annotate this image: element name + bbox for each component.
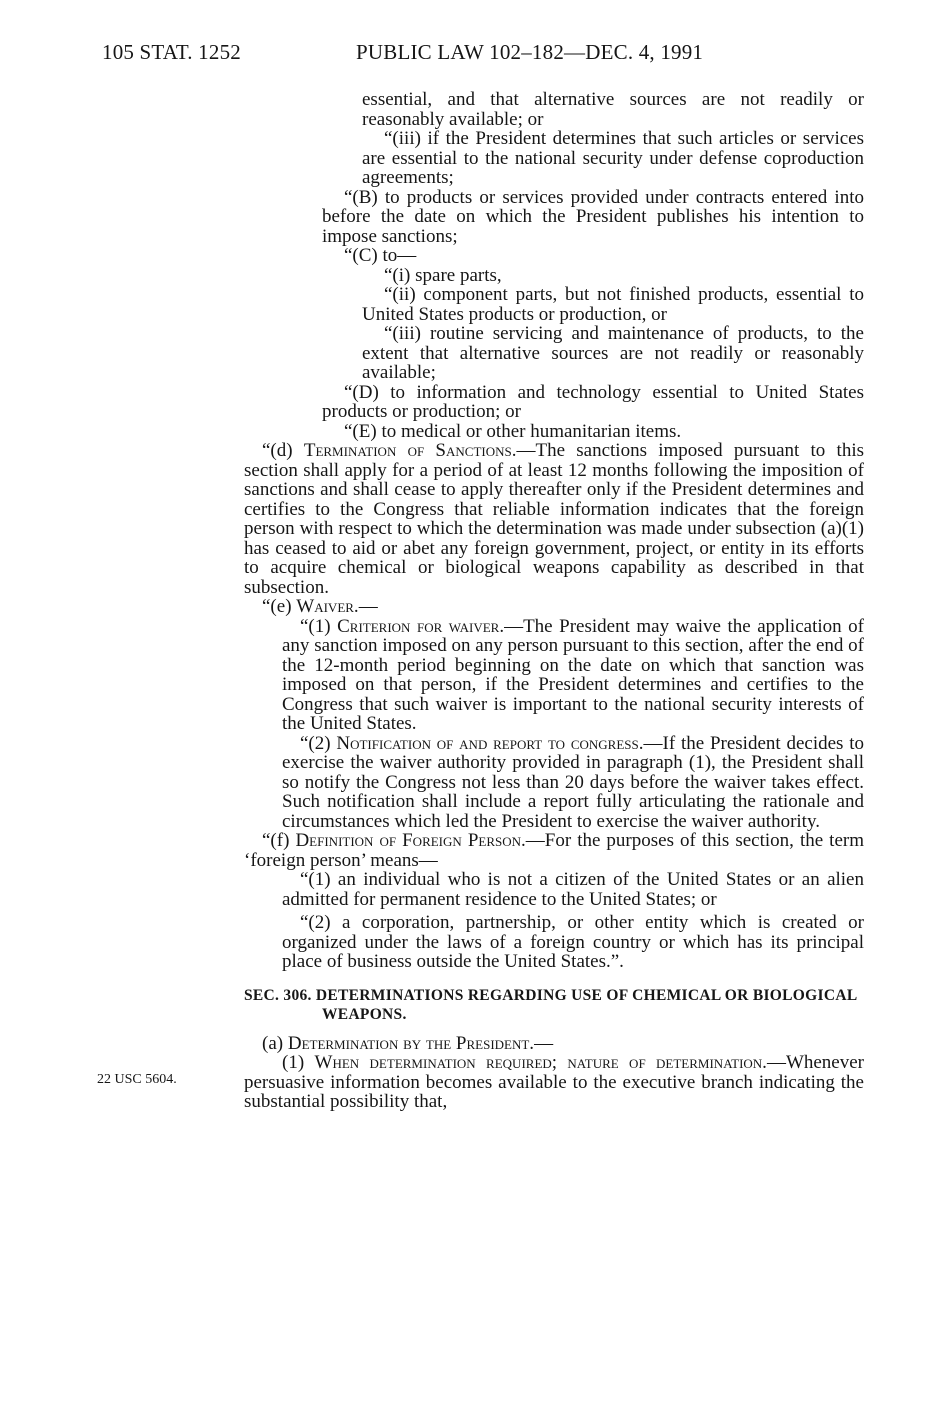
- subsection-a-1: [244, 1053, 864, 1112]
- subsection-e-2-heading: Notification of and report to congress.: [336, 732, 644, 754]
- subsection-a-1-prefix: (1): [282, 1052, 315, 1073]
- subsection-e-1-prefix: “(1): [300, 615, 338, 637]
- subsection-d-heading: Termination of Sanctions.: [303, 440, 517, 461]
- subsection-f-text: —For the purposes of this section, the term ‘foreign person’ means—: [244, 830, 865, 871]
- subsection-a-prefix: (a): [262, 1032, 288, 1054]
- subsection-f: [244, 831, 864, 870]
- paragraph-c-ii: “(ii) component parts, but not finished products, essential to United States products or production, or: [362, 284, 864, 325]
- paragraph-d-item: “(D) to information and technology essential to United States products or production; or: [322, 381, 864, 422]
- usc-margin-note: 22 USC 5604.: [97, 1072, 177, 1087]
- subsection-a-heading: Determination by the President.: [287, 1032, 535, 1054]
- running-header: PUBLIC LAW 102–182—DEC. 4, 1991: [356, 40, 704, 64]
- subsection-d-text: —The sanctions imposed pursuant to this section shall apply for a period of at least 12 months following the imposition of sanctions and shall cease to apply thereafter only if the President determines and certifies to the Congress that reliable information indicates that the foreign person with respect to which the determination was made under subsection (a)(1) has ceased to aid or abet any foreign government, project, or entity in its efforts to acquire chemical or biological weapons capability as described in that subsection.: [244, 440, 864, 598]
- subsection-f-heading: Definition of Foreign Person.: [295, 830, 526, 851]
- subsection-e-text: —: [358, 596, 378, 617]
- paragraph-e-item: “(E) to medical or other humanitarian items.: [344, 420, 682, 442]
- subsection-e: [244, 597, 864, 617]
- subsection-e-prefix: “(e): [262, 596, 297, 617]
- subsection-a-1-heading: When determination required; nature of determination.: [314, 1052, 767, 1073]
- section-heading: SEC. 306. DETERMINATIONS REGARDING USE OF CHEMICAL OR BIOLOGICAL WEAPONS.: [244, 986, 857, 1023]
- paragraph-c-i: “(i) spare parts,: [384, 264, 502, 286]
- subsection-e-1-text: —The President may waive the application of any sanction imposed on any person pursuant to this section, after the end of the 12-month period beginning on the date on which that sanction was imposed on that person, if the President determines and certifies to the Congress that such waiver is important to the national security interests of the United States.: [282, 615, 864, 734]
- subsection-d-prefix: “(d): [262, 440, 304, 461]
- subsection-f-2: “(2) a corporation, partnership, or other entity which is created or organized under the laws of a foreign country or which has its principal place of business outside the United States.”.: [282, 912, 864, 972]
- subsection-e-2-prefix: “(2): [300, 732, 337, 754]
- subsection-a: [244, 1034, 864, 1054]
- subsection-a-text: —: [534, 1032, 554, 1054]
- paragraph-b: “(B) to products or services provided under contracts entered into before the date on which the President publishes his intention to impose sanctions;: [322, 186, 864, 247]
- paragraph-continuation: essential, and that alternative sources are not readily or reasonably available; or: [362, 89, 864, 130]
- paragraph-a-iii: “(iii) if the President determines that such articles or services are essential to the national security under defense coproduction agreements;: [362, 128, 864, 188]
- subsection-a-1-text: —Whenever persuasive information becomes available to the executive branch indicating the substantial possibility that,: [244, 1052, 864, 1112]
- subsection-e-1-heading: Criterion for waiver.: [337, 615, 505, 637]
- statute-page-number: 105 STAT. 1252: [102, 40, 241, 64]
- subsection-e-1: [244, 617, 864, 734]
- subsection-e-2: [244, 734, 864, 832]
- subsection-f-prefix: “(f): [262, 830, 296, 851]
- subsection-e-heading: Waiver.: [296, 596, 359, 617]
- subsection-d: [244, 441, 864, 597]
- paragraph-c: “(C) to—: [344, 245, 417, 266]
- document-body: [244, 90, 864, 1112]
- subsection-e-2-text: —If the President decides to exercise the waiver authority provided in paragraph (1), the President shall so notify the Congress not less than 20 days before the waiver takes effect. Such notification shall include a report fully articulating the rationale and circumstances which led the President to exercise the waiver authority.: [282, 732, 864, 832]
- subsection-f-1: “(1) an individual who is not a citizen of the United States or an alien admitted for permanent residence to the United States; or: [282, 869, 864, 910]
- paragraph-c-iii: “(iii) routine servicing and maintenance of products, to the extent that alternative sources are not readily or reasonably available;: [362, 323, 864, 383]
